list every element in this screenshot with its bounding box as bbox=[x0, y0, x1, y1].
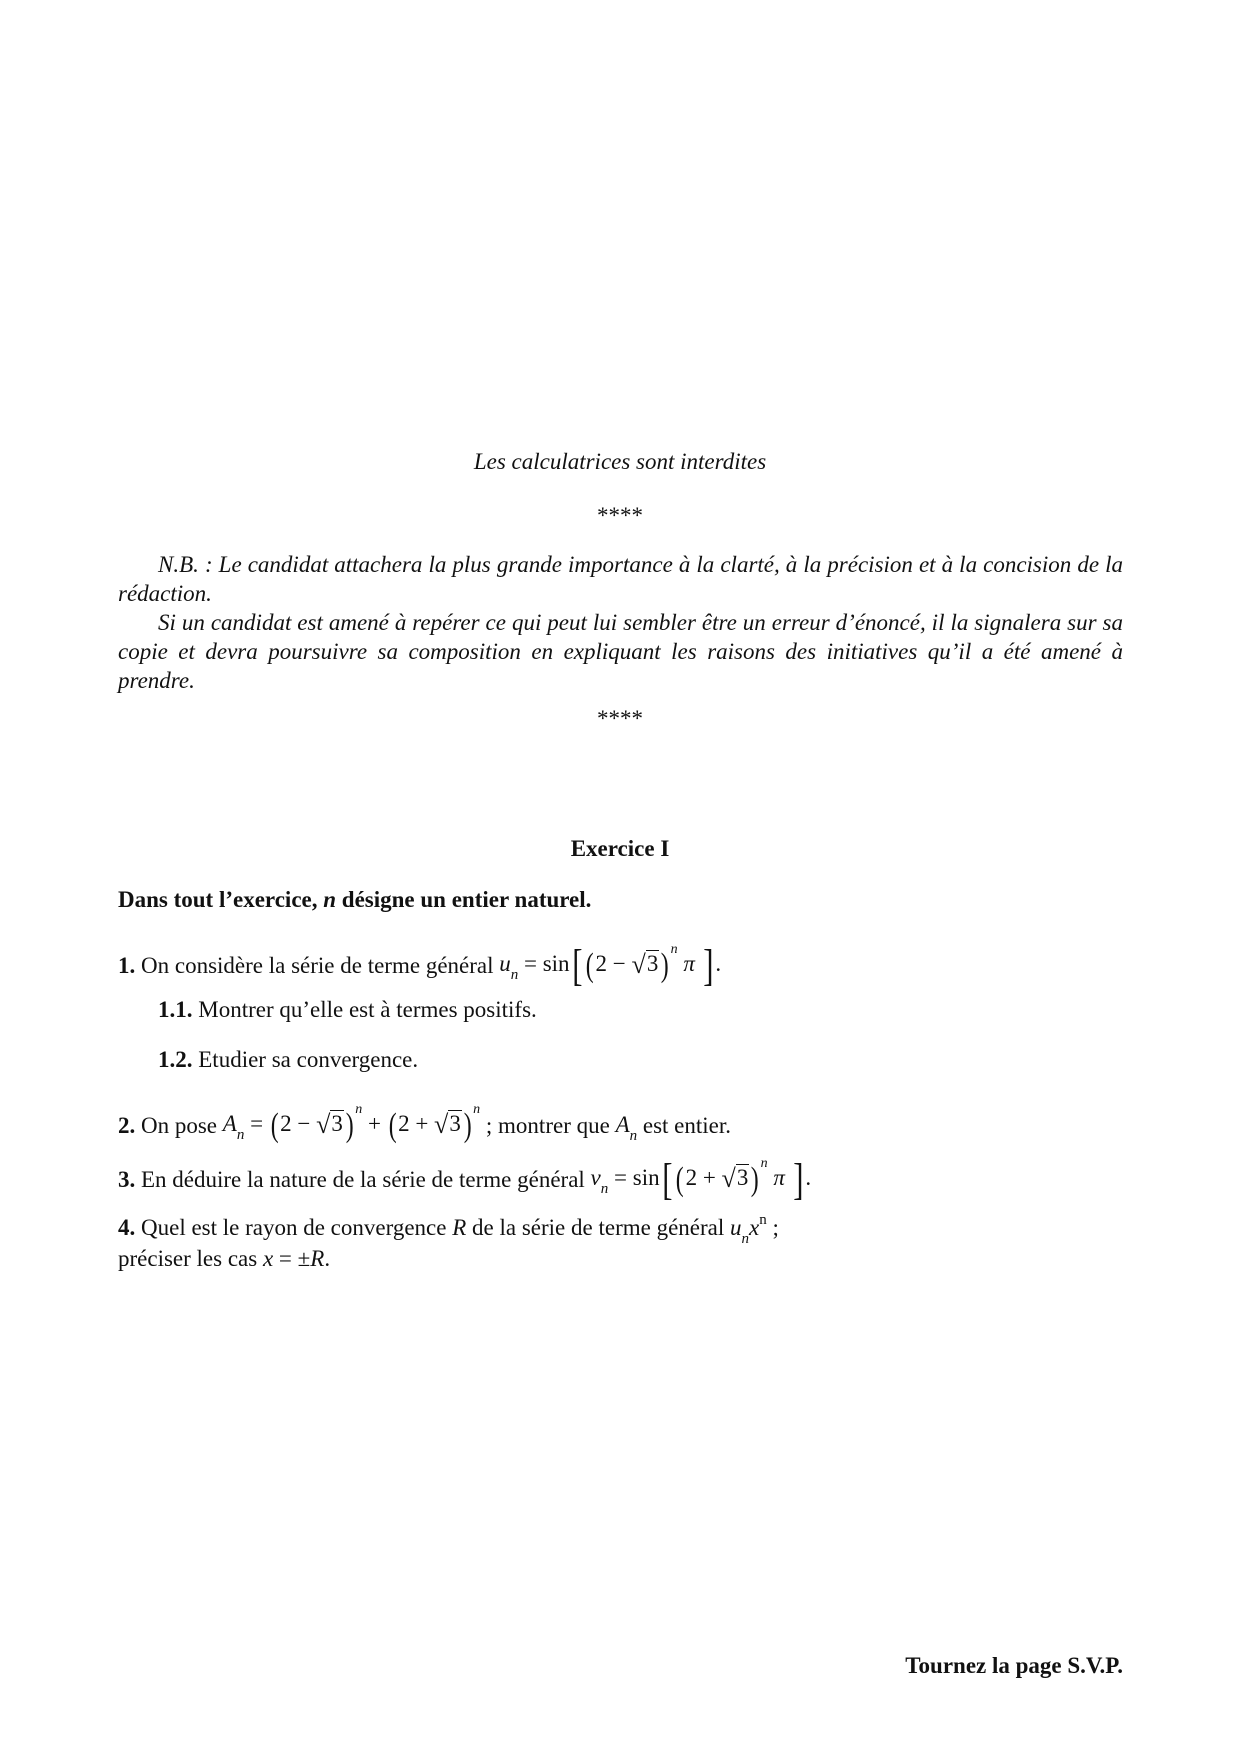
question-3: 3. En déduire la nature de la série de terme général $v_n = \sin$[ (2 + √3) $^n$ π ]. bbox=[118, 1155, 812, 1204]
formula-an: $A_n = (2 - √3) ^n + (2 + √3)$ $^n$ bbox=[222, 1102, 481, 1144]
nb-paragraph-2: Si un candidat est amené à repérer ce qui peut lui sembler être un erreur d’énoncé, il la signalera sur sa copie et devra poursuivre sa composition en expliquant les raisons des initiatives qu’il a été amené à prendre. bbox=[118, 610, 1123, 693]
question-4-line-2: préciser les cas x = ±R. bbox=[118, 1246, 331, 1271]
question-4 bbox=[118, 1214, 1118, 1273]
question-1-1: 1.1. Montrer qu’elle est à termes positifs. bbox=[158, 997, 537, 1022]
question-1: 1. On considère la série de terme général $u_n = \sin$[ (2 − √3) $^n$ π ]. bbox=[118, 941, 722, 990]
nb-block bbox=[118, 550, 1123, 695]
nb-paragraph-1: N.B. : Le candidat attachera la plus grande importance à la clarté, à la précision et à la concision de la rédaction. bbox=[118, 552, 1123, 606]
turn-page-notice: Tournez la page S.V.P. bbox=[905, 1653, 1123, 1678]
sqrt-icon: √3 bbox=[631, 950, 659, 979]
separator: **** bbox=[597, 503, 643, 528]
question-4-line-1: 4. Quel est le rayon de convergence R de la série de terme général $u_nx^n$ ; bbox=[118, 1212, 779, 1247]
question-2: 2. On pose $A_n = (2 - √3) ^n + (2 + √3)$ $^n$ ; montrer que $A_n$ est entier. bbox=[118, 1102, 732, 1144]
calculator-notice: Les calculatrices sont interdites bbox=[473, 449, 767, 474]
sqrt-icon: √3 bbox=[721, 1164, 749, 1193]
formula-un: $u_n = \sin$[ (2 − √3) $^n$ π ]. bbox=[499, 941, 722, 990]
formula-vn: $v_n = \sin$[ (2 + √3) $^n$ π ]. bbox=[590, 1155, 812, 1204]
question-1-2: 1.2. Etudier sa convergence. bbox=[158, 1047, 419, 1072]
exercise-title: Exercice I bbox=[570, 836, 670, 861]
sqrt-icon: √3 bbox=[316, 1110, 343, 1139]
sqrt-icon: √3 bbox=[434, 1110, 461, 1139]
exercise-intro: Dans tout l’exercice, n désigne un entier naturel. bbox=[118, 887, 592, 912]
separator: **** bbox=[597, 706, 643, 731]
formula-unxn: $u_nx^n$ ; bbox=[730, 1212, 779, 1247]
